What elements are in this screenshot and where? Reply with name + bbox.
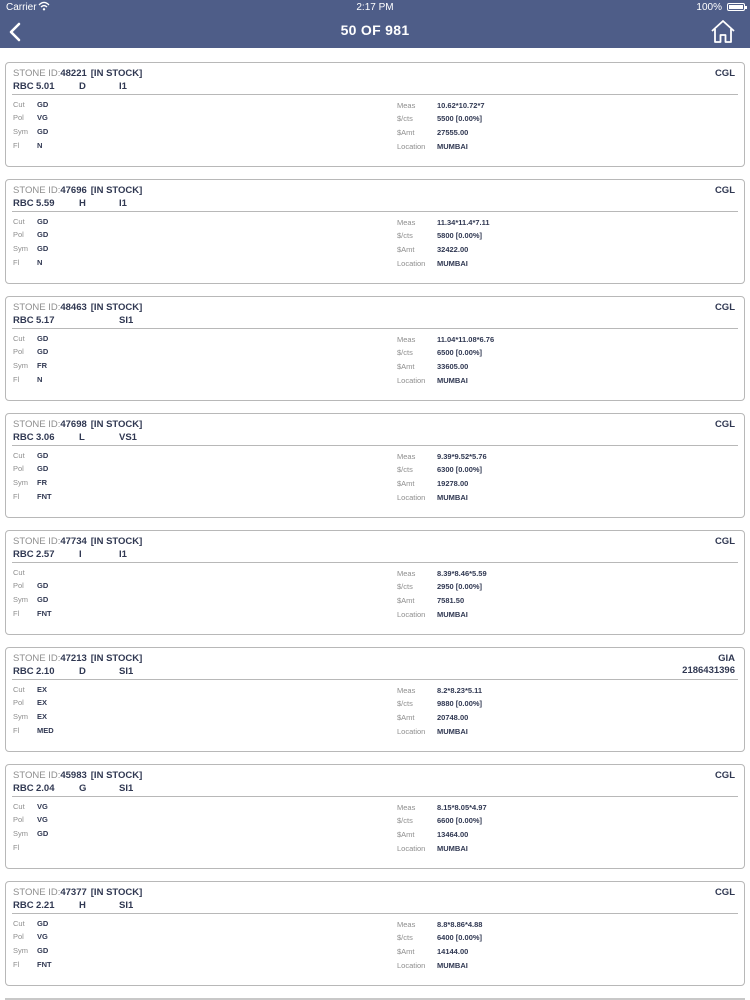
pol-value: GD — [37, 347, 49, 356]
meas-value: 8.15*8.05*4.97 — [437, 803, 487, 812]
pol-value: EX — [37, 698, 48, 707]
amt-value: 33605.00 — [437, 362, 469, 371]
meas-value: 8.2*8.23*5.11 — [437, 686, 483, 695]
shape: RBC — [13, 81, 34, 92]
stone-summary — [13, 783, 313, 795]
cut-label: Cut — [13, 802, 25, 811]
location-value: MUMBAI — [437, 844, 468, 853]
per_cts-label: $/cts — [397, 933, 413, 942]
fl-label: Fl — [13, 609, 20, 618]
fl-value: FNT — [37, 609, 52, 618]
meas-label: Meas — [397, 452, 416, 461]
clarity-grade: SI1 — [119, 900, 134, 911]
sym-value: GD — [37, 946, 49, 955]
per_cts-value: 5800 [0.00%] — [437, 231, 483, 240]
divider — [12, 913, 738, 914]
cut-label: Cut — [13, 451, 25, 460]
divider — [12, 328, 738, 329]
stone-id-value: 47734 — [60, 536, 87, 547]
stone-summary — [13, 666, 313, 678]
home-icon — [710, 18, 736, 44]
cut-label: Cut — [13, 685, 25, 694]
meas-value: 9.39*9.52*5.76 — [437, 452, 487, 461]
stone-id-value: 47377 — [60, 887, 87, 898]
carat: 2.04 — [36, 783, 55, 794]
amt-label: $Amt — [397, 479, 415, 488]
sym-label: Sym — [13, 478, 28, 487]
sym-value: GD — [37, 595, 49, 604]
lab-name: GIA — [718, 653, 735, 664]
carat: 5.17 — [36, 315, 55, 326]
fl-label: Fl — [13, 726, 20, 735]
pol-label: Pol — [13, 815, 24, 824]
stone-summary — [13, 198, 313, 210]
color-grade: D — [79, 666, 86, 677]
color-grade: H — [79, 198, 86, 209]
per_cts-label: $/cts — [397, 582, 413, 591]
shape: RBC — [13, 783, 34, 794]
clarity-grade: SI1 — [119, 315, 134, 326]
per_cts-value: 5500 [0.00%] — [437, 114, 483, 123]
amt-label: $Amt — [397, 245, 415, 254]
stone-summary — [13, 549, 313, 561]
clarity-grade: VS1 — [119, 432, 137, 443]
sym-value: GD — [37, 829, 49, 838]
pol-value: VG — [37, 932, 48, 941]
location-value: MUMBAI — [437, 727, 468, 736]
nav-bar — [0, 15, 750, 48]
per_cts-label: $/cts — [397, 816, 413, 825]
color-grade: G — [79, 783, 87, 794]
carat: 5.59 — [36, 198, 55, 209]
stone-card[interactable] — [5, 413, 745, 518]
per_cts-label: $/cts — [397, 699, 413, 708]
sym-label: Sym — [13, 946, 28, 955]
fl-value: MED — [37, 726, 54, 735]
stone-summary — [13, 900, 313, 912]
amt-value: 7581.50 — [437, 596, 465, 605]
stone-id-line — [13, 887, 142, 898]
shape: RBC — [13, 549, 34, 560]
fl-value: N — [37, 375, 43, 384]
cut-label: Cut — [13, 100, 25, 109]
stock-status: [IN STOCK] — [90, 185, 143, 196]
meas-value: 11.34*11.4*7.11 — [437, 218, 490, 227]
stone-id-label: STONE ID: — [13, 68, 61, 79]
clarity-grade: I1 — [119, 198, 127, 209]
stone-id-label: STONE ID: — [13, 419, 61, 430]
clarity-grade: I1 — [119, 549, 127, 560]
carat: 5.01 — [36, 81, 55, 92]
carat: 2.57 — [36, 549, 55, 560]
meas-label: Meas — [397, 335, 416, 344]
sym-label: Sym — [13, 712, 28, 721]
carrier-label: Carrier — [6, 2, 37, 13]
per_cts-label: $/cts — [397, 465, 413, 474]
sym-label: Sym — [13, 361, 28, 370]
stone-id-value: 47698 — [60, 419, 87, 430]
stone-id-value: 45983 — [60, 770, 87, 781]
location-label: Location — [397, 844, 426, 853]
fl-label: Fl — [13, 492, 20, 501]
meas-value: 8.8*8.86*4.88 — [437, 920, 483, 929]
per_cts-label: $/cts — [397, 348, 413, 357]
stone-summary — [13, 432, 313, 444]
location-label: Location — [397, 259, 426, 268]
shape: RBC — [13, 432, 34, 443]
per_cts-value: 9880 [0.00%] — [437, 699, 483, 708]
amt-label: $Amt — [397, 128, 415, 137]
divider — [12, 679, 738, 680]
pol-label: Pol — [13, 464, 24, 473]
fl-label: Fl — [13, 258, 20, 267]
location-value: MUMBAI — [437, 376, 468, 385]
lab-name: CGL — [714, 536, 735, 547]
certificate-number: 2186431396 — [682, 665, 735, 676]
color-grade: H — [79, 900, 86, 911]
shape: RBC — [13, 315, 34, 326]
stone-id-value: 48221 — [60, 68, 87, 79]
amt-value: 32422.00 — [437, 245, 469, 254]
per_cts-value: 6400 [0.00%] — [437, 933, 483, 942]
fl-label: Fl — [13, 843, 20, 852]
stone-id-label: STONE ID: — [13, 302, 61, 313]
stone-id-label: STONE ID: — [13, 887, 61, 898]
location-label: Location — [397, 376, 426, 385]
meas-label: Meas — [397, 920, 416, 929]
pol-label: Pol — [13, 230, 24, 239]
per_cts-value: 6500 [0.00%] — [437, 348, 483, 357]
stone-id-line — [13, 302, 142, 313]
divider — [12, 94, 738, 95]
stone-id-line — [13, 536, 142, 547]
location-value: MUMBAI — [437, 610, 468, 619]
location-value: MUMBAI — [437, 493, 468, 502]
location-value: MUMBAI — [437, 259, 468, 268]
stone-id-value: 47213 — [60, 653, 87, 664]
location-value: MUMBAI — [437, 961, 468, 970]
carat: 3.06 — [36, 432, 55, 443]
clarity-grade: SI1 — [119, 666, 134, 677]
cut-value: GD — [37, 100, 49, 109]
pol-label: Pol — [13, 581, 24, 590]
stone-card[interactable] — [5, 62, 745, 167]
stone-id-value: 47696 — [60, 185, 87, 196]
stone-id-label: STONE ID: — [13, 653, 61, 664]
color-grade: L — [79, 432, 85, 443]
stone-summary — [13, 81, 313, 93]
stone-card[interactable] — [5, 647, 745, 752]
stone-id-line — [13, 770, 142, 781]
per_cts-value: 6600 [0.00%] — [437, 816, 483, 825]
location-label: Location — [397, 610, 426, 619]
cut-value: GD — [37, 334, 49, 343]
stone-card[interactable] — [5, 179, 745, 284]
pol-value: GD — [37, 581, 49, 590]
pol-label: Pol — [13, 347, 24, 356]
amt-value: 27555.00 — [437, 128, 469, 137]
per_cts-value: 6300 [0.00%] — [437, 465, 483, 474]
cut-label: Cut — [13, 217, 25, 226]
pol-label: Pol — [13, 698, 24, 707]
stone-id-line — [13, 185, 142, 196]
shape: RBC — [13, 198, 34, 209]
meas-label: Meas — [397, 218, 416, 227]
cut-value: EX — [37, 685, 48, 694]
status-bar — [0, 0, 750, 15]
lab-name: CGL — [714, 419, 735, 430]
stone-id-label: STONE ID: — [13, 536, 61, 547]
stock-status: [IN STOCK] — [90, 770, 143, 781]
stock-status: [IN STOCK] — [90, 653, 143, 664]
cut-label: Cut — [13, 919, 25, 928]
stone-card[interactable] — [5, 764, 745, 869]
fl-label: Fl — [13, 960, 20, 969]
sym-label: Sym — [13, 244, 28, 253]
cut-label: Cut — [13, 568, 25, 577]
stock-status: [IN STOCK] — [90, 887, 143, 898]
clarity-grade: SI1 — [119, 783, 134, 794]
sym-label: Sym — [13, 829, 28, 838]
sym-value: GD — [37, 127, 49, 136]
stone-id-value: 48463 — [60, 302, 87, 313]
stone-id-label: STONE ID: — [13, 185, 61, 196]
page-title: 50 OF 981 — [340, 22, 410, 38]
pol-value: GD — [37, 464, 49, 473]
meas-label: Meas — [397, 803, 416, 812]
cut-value: VG — [37, 802, 48, 811]
clock: 2:17 PM — [356, 2, 394, 13]
amt-value: 13464.00 — [437, 830, 469, 839]
stone-id-line — [13, 419, 142, 430]
amt-label: $Amt — [397, 596, 415, 605]
stone-card[interactable] — [5, 881, 745, 986]
meas-value: 10.62*10.72*7 — [437, 101, 485, 110]
fl-value: N — [37, 141, 43, 150]
stock-status: [IN STOCK] — [90, 536, 143, 547]
cut-value: GD — [37, 217, 49, 226]
sym-label: Sym — [13, 595, 28, 604]
stone-list — [0, 48, 750, 1000]
location-value: MUMBAI — [437, 142, 468, 151]
shape: RBC — [13, 666, 34, 677]
stone-card[interactable] — [5, 530, 745, 635]
amt-label: $Amt — [397, 713, 415, 722]
meas-label: Meas — [397, 101, 416, 110]
divider — [12, 445, 738, 446]
stone-summary — [13, 315, 313, 327]
amt-value: 20748.00 — [437, 713, 469, 722]
lab-name: CGL — [714, 185, 735, 196]
amt-value: 19278.00 — [437, 479, 469, 488]
fl-value: N — [37, 258, 43, 267]
lab-name: CGL — [714, 68, 735, 79]
sym-label: Sym — [13, 127, 28, 136]
meas-label: Meas — [397, 569, 416, 578]
meas-value: 8.39*8.46*5.59 — [437, 569, 487, 578]
pol-value: GD — [37, 230, 49, 239]
location-label: Location — [397, 493, 426, 502]
meas-value: 11.04*11.08*6.76 — [437, 335, 495, 344]
carat: 2.10 — [36, 666, 55, 677]
amt-label: $Amt — [397, 830, 415, 839]
battery-icon — [727, 3, 745, 11]
stone-id-label: STONE ID: — [13, 770, 61, 781]
shape: RBC — [13, 900, 34, 911]
carat: 2.21 — [36, 900, 55, 911]
cut-value: GD — [37, 451, 49, 460]
lab-name: CGL — [714, 770, 735, 781]
per_cts-label: $/cts — [397, 114, 413, 123]
cut-label: Cut — [13, 334, 25, 343]
per_cts-label: $/cts — [397, 231, 413, 240]
pol-label: Pol — [13, 113, 24, 122]
stone-id-line — [13, 68, 142, 79]
sym-value: FR — [37, 361, 47, 370]
sym-value: EX — [37, 712, 48, 721]
stock-status: [IN STOCK] — [90, 68, 143, 79]
divider — [12, 562, 738, 563]
divider — [12, 211, 738, 212]
pol-value: VG — [37, 113, 48, 122]
fl-label: Fl — [13, 375, 20, 384]
amt-label: $Amt — [397, 362, 415, 371]
stone-id-line — [13, 653, 142, 664]
pol-value: VG — [37, 815, 48, 824]
divider — [12, 796, 738, 797]
lab-name: CGL — [714, 887, 735, 898]
battery-percent: 100% — [696, 2, 722, 13]
location-label: Location — [397, 727, 426, 736]
color-grade: I — [79, 549, 82, 560]
clarity-grade: I1 — [119, 81, 127, 92]
cut-value: GD — [37, 919, 49, 928]
sym-value: GD — [37, 244, 49, 253]
color-grade: D — [79, 81, 86, 92]
stock-status: [IN STOCK] — [90, 302, 143, 313]
lab-name: CGL — [714, 302, 735, 313]
per_cts-value: 2950 [0.00%] — [437, 582, 483, 591]
pol-label: Pol — [13, 932, 24, 941]
stone-card[interactable] — [5, 296, 745, 401]
fl-value: FNT — [37, 960, 52, 969]
fl-label: Fl — [13, 141, 20, 150]
location-label: Location — [397, 142, 426, 151]
amt-value: 14144.00 — [437, 947, 469, 956]
location-label: Location — [397, 961, 426, 970]
sym-value: FR — [37, 478, 47, 487]
fl-value: FNT — [37, 492, 52, 501]
home-button[interactable] — [710, 18, 736, 44]
amt-label: $Amt — [397, 947, 415, 956]
stock-status: [IN STOCK] — [90, 419, 143, 430]
meas-label: Meas — [397, 686, 416, 695]
